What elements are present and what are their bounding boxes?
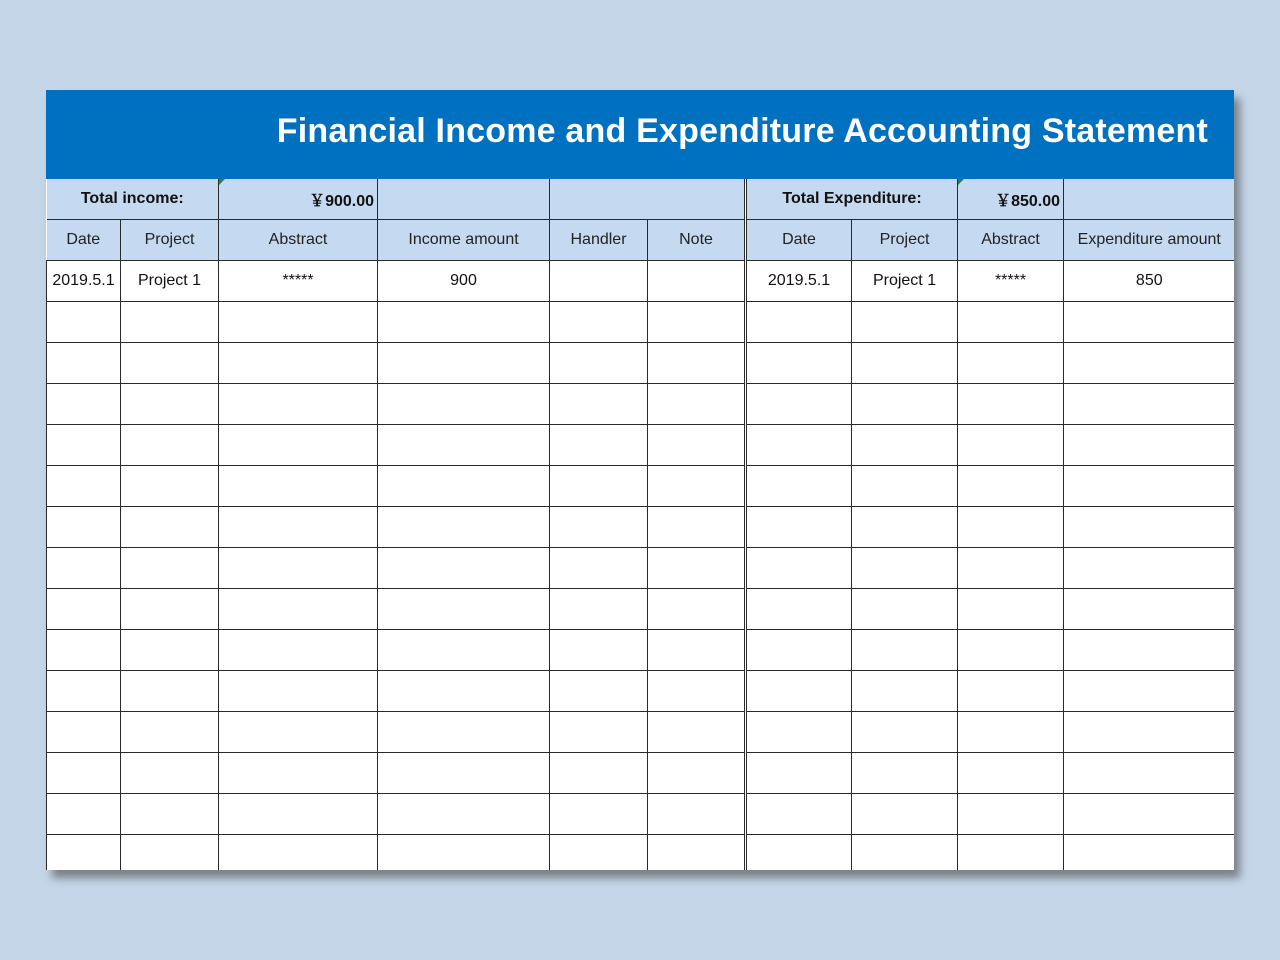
expenditure-amount-cell[interactable]	[1064, 343, 1234, 384]
expenditure-date-cell[interactable]	[746, 671, 852, 712]
expenditure-project-cell[interactable]	[852, 712, 958, 753]
income-date-cell[interactable]	[47, 794, 121, 835]
expenditure-date-cell[interactable]	[746, 302, 852, 343]
expenditure-abstract-cell[interactable]	[958, 712, 1064, 753]
income-amount-cell[interactable]	[378, 753, 550, 794]
income-project-cell[interactable]	[121, 507, 219, 548]
income-amount-cell[interactable]	[378, 794, 550, 835]
column-header-row	[47, 220, 1235, 261]
expenditure-amount-cell[interactable]	[1064, 712, 1234, 753]
income-handler-cell[interactable]	[550, 384, 648, 425]
expenditure-amount-cell[interactable]: 850	[1064, 261, 1234, 302]
expenditure-abstract-cell[interactable]	[958, 835, 1064, 871]
income-note-cell[interactable]	[648, 302, 746, 343]
income-handler-cell[interactable]	[550, 507, 648, 548]
income-amount-cell[interactable]	[378, 466, 550, 507]
expenditure-amount-cell[interactable]	[1064, 630, 1234, 671]
table-row	[47, 835, 1235, 871]
income-project-cell[interactable]	[121, 712, 219, 753]
expenditure-amount-cell[interactable]	[1064, 425, 1234, 466]
income-note-cell[interactable]	[648, 425, 746, 466]
expenditure-date-cell[interactable]	[746, 548, 852, 589]
income-project-cell[interactable]	[121, 630, 219, 671]
table-row	[47, 794, 1235, 835]
income-note-cell[interactable]	[648, 589, 746, 630]
expenditure-date-cell[interactable]	[746, 343, 852, 384]
expenditure-abstract-cell[interactable]: *****	[958, 261, 1064, 302]
income-header-amount[interactable]: Income amount	[378, 220, 550, 261]
income-handler-cell[interactable]	[550, 343, 648, 384]
total-income-label[interactable]: Total income:	[47, 179, 219, 220]
income-project-cell[interactable]	[121, 425, 219, 466]
summary-cell[interactable]	[1064, 179, 1234, 220]
income-header-project[interactable]: Project	[121, 220, 219, 261]
expenditure-header-abstract[interactable]: Abstract	[958, 220, 1064, 261]
table-row	[47, 507, 1235, 548]
summary-row	[47, 179, 1235, 220]
income-abstract-cell[interactable]	[219, 548, 378, 589]
expenditure-amount-cell[interactable]	[1064, 302, 1234, 343]
table-row	[47, 712, 1235, 753]
income-date-cell[interactable]	[47, 630, 121, 671]
income-handler-cell[interactable]	[550, 712, 648, 753]
expenditure-header-amount[interactable]: Expenditure amount	[1064, 220, 1234, 261]
income-date-cell[interactable]	[47, 712, 121, 753]
expenditure-project-cell[interactable]: Project 1	[852, 261, 958, 302]
expenditure-project-cell[interactable]	[852, 548, 958, 589]
expenditure-amount-cell[interactable]	[1064, 507, 1234, 548]
expenditure-project-cell[interactable]	[852, 343, 958, 384]
expenditure-project-cell[interactable]	[852, 589, 958, 630]
table-row	[47, 630, 1235, 671]
income-project-cell[interactable]	[121, 343, 219, 384]
income-abstract-cell[interactable]: *****	[219, 261, 378, 302]
income-handler-cell[interactable]	[550, 548, 648, 589]
income-date-cell[interactable]	[47, 835, 121, 871]
expenditure-project-cell[interactable]	[852, 507, 958, 548]
income-date-cell[interactable]	[47, 548, 121, 589]
income-project-cell[interactable]	[121, 466, 219, 507]
expenditure-project-cell[interactable]	[852, 425, 958, 466]
income-note-cell[interactable]	[648, 753, 746, 794]
expenditure-project-cell[interactable]	[852, 753, 958, 794]
expenditure-abstract-cell[interactable]	[958, 466, 1064, 507]
expenditure-project-cell[interactable]	[852, 794, 958, 835]
income-project-cell[interactable]	[121, 753, 219, 794]
income-date-cell[interactable]: 2019.5.1	[47, 261, 121, 302]
expenditure-amount-cell[interactable]	[1064, 548, 1234, 589]
income-abstract-cell[interactable]	[219, 794, 378, 835]
income-note-cell[interactable]	[648, 507, 746, 548]
expenditure-amount-cell[interactable]	[1064, 589, 1234, 630]
income-project-cell[interactable]	[121, 671, 219, 712]
expenditure-date-cell[interactable]	[746, 384, 852, 425]
income-note-cell[interactable]	[648, 384, 746, 425]
income-abstract-cell[interactable]	[219, 343, 378, 384]
income-amount-cell[interactable]	[378, 835, 550, 871]
income-header-date[interactable]: Date	[47, 220, 121, 261]
expenditure-amount-cell[interactable]	[1064, 835, 1234, 871]
income-date-cell[interactable]	[47, 671, 121, 712]
expenditure-amount-cell[interactable]	[1064, 384, 1234, 425]
income-handler-cell[interactable]	[550, 630, 648, 671]
income-handler-cell[interactable]	[550, 671, 648, 712]
income-amount-cell[interactable]	[378, 630, 550, 671]
expenditure-project-cell[interactable]	[852, 384, 958, 425]
income-handler-cell[interactable]	[550, 425, 648, 466]
expenditure-date-cell[interactable]	[746, 630, 852, 671]
expenditure-date-cell[interactable]	[746, 507, 852, 548]
expenditure-date-cell[interactable]	[746, 589, 852, 630]
income-amount-cell[interactable]: 900	[378, 261, 550, 302]
income-handler-cell[interactable]	[550, 261, 648, 302]
income-amount-cell[interactable]	[378, 302, 550, 343]
income-amount-cell[interactable]	[378, 671, 550, 712]
expenditure-project-cell[interactable]	[852, 466, 958, 507]
income-project-cell[interactable]	[121, 589, 219, 630]
income-amount-cell[interactable]	[378, 384, 550, 425]
expenditure-abstract-cell[interactable]	[958, 507, 1064, 548]
income-note-cell[interactable]	[648, 261, 746, 302]
income-date-cell[interactable]	[47, 302, 121, 343]
table-row	[47, 302, 1235, 343]
income-project-cell[interactable]	[121, 302, 219, 343]
income-amount-cell[interactable]	[378, 548, 550, 589]
summary-cell[interactable]	[378, 179, 550, 220]
total-income-value[interactable]: ￥900.00	[219, 179, 378, 220]
expenditure-abstract-cell[interactable]	[958, 425, 1064, 466]
income-amount-cell[interactable]	[378, 589, 550, 630]
income-project-cell[interactable]	[121, 794, 219, 835]
income-amount-cell[interactable]	[378, 507, 550, 548]
income-amount-cell[interactable]	[378, 343, 550, 384]
title-banner	[46, 90, 1234, 179]
table-row	[47, 548, 1235, 589]
income-date-cell[interactable]	[47, 425, 121, 466]
total-expenditure-label[interactable]: Total Expenditure:	[746, 179, 958, 220]
income-date-cell[interactable]	[47, 589, 121, 630]
expenditure-abstract-cell[interactable]	[958, 589, 1064, 630]
income-abstract-cell[interactable]	[219, 630, 378, 671]
table-row	[47, 425, 1235, 466]
income-note-cell[interactable]	[648, 630, 746, 671]
income-handler-cell[interactable]	[550, 794, 648, 835]
table-row	[47, 589, 1235, 630]
income-handler-cell[interactable]	[550, 466, 648, 507]
income-project-cell[interactable]	[121, 548, 219, 589]
expenditure-project-cell[interactable]	[852, 630, 958, 671]
expenditure-abstract-cell[interactable]	[958, 384, 1064, 425]
expenditure-abstract-cell[interactable]	[958, 794, 1064, 835]
income-handler-cell[interactable]	[550, 753, 648, 794]
income-abstract-cell[interactable]	[219, 589, 378, 630]
income-note-cell[interactable]	[648, 794, 746, 835]
income-abstract-cell[interactable]	[219, 835, 378, 871]
income-abstract-cell[interactable]	[219, 671, 378, 712]
income-abstract-cell[interactable]	[219, 753, 378, 794]
ledger-table	[46, 179, 1234, 870]
table-row	[47, 384, 1235, 425]
income-date-cell[interactable]	[47, 384, 121, 425]
expenditure-project-cell[interactable]	[852, 835, 958, 871]
table-row	[47, 671, 1235, 712]
income-abstract-cell[interactable]	[219, 302, 378, 343]
income-date-cell[interactable]	[47, 343, 121, 384]
table-row	[47, 343, 1235, 384]
expenditure-abstract-cell[interactable]	[958, 630, 1064, 671]
summary-cell[interactable]	[550, 179, 746, 220]
expenditure-amount-cell[interactable]	[1064, 794, 1234, 835]
expenditure-date-cell[interactable]	[746, 794, 852, 835]
income-note-cell[interactable]	[648, 343, 746, 384]
expenditure-amount-cell[interactable]	[1064, 466, 1234, 507]
expenditure-abstract-cell[interactable]	[958, 548, 1064, 589]
sheet-title: Financial Income and Expenditure Accounting Statement	[276, 112, 1208, 150]
income-note-cell[interactable]	[648, 548, 746, 589]
expenditure-date-cell[interactable]	[746, 835, 852, 871]
income-header-note[interactable]: Note	[648, 220, 746, 261]
total-expenditure-value[interactable]: ￥850.00	[958, 179, 1064, 220]
expenditure-project-cell[interactable]	[852, 302, 958, 343]
income-header-handler[interactable]: Handler	[550, 220, 648, 261]
income-note-cell[interactable]	[648, 466, 746, 507]
expenditure-date-cell[interactable]	[746, 466, 852, 507]
income-note-cell[interactable]	[648, 712, 746, 753]
income-project-cell[interactable]: Project 1	[121, 261, 219, 302]
income-amount-cell[interactable]	[378, 425, 550, 466]
income-date-cell[interactable]	[47, 753, 121, 794]
table-row	[47, 753, 1235, 794]
expenditure-abstract-cell[interactable]	[958, 343, 1064, 384]
expenditure-header-project[interactable]: Project	[852, 220, 958, 261]
income-handler-cell[interactable]	[550, 589, 648, 630]
table-row	[47, 466, 1235, 507]
expenditure-date-cell[interactable]	[746, 753, 852, 794]
expenditure-date-cell[interactable]	[746, 425, 852, 466]
income-abstract-cell[interactable]	[219, 466, 378, 507]
income-handler-cell[interactable]	[550, 302, 648, 343]
income-project-cell[interactable]	[121, 835, 219, 871]
income-amount-cell[interactable]	[378, 712, 550, 753]
income-date-cell[interactable]	[47, 507, 121, 548]
income-abstract-cell[interactable]	[219, 384, 378, 425]
expenditure-amount-cell[interactable]	[1064, 753, 1234, 794]
expenditure-header-date[interactable]: Date	[746, 220, 852, 261]
income-header-abstract[interactable]: Abstract	[219, 220, 378, 261]
expenditure-abstract-cell[interactable]	[958, 671, 1064, 712]
income-project-cell[interactable]	[121, 384, 219, 425]
income-date-cell[interactable]	[47, 466, 121, 507]
expenditure-date-cell[interactable]: 2019.5.1	[746, 261, 852, 302]
expenditure-abstract-cell[interactable]	[958, 753, 1064, 794]
income-handler-cell[interactable]	[550, 835, 648, 871]
income-abstract-cell[interactable]	[219, 712, 378, 753]
income-note-cell[interactable]	[648, 671, 746, 712]
table-row	[47, 261, 1235, 302]
expenditure-date-cell[interactable]	[746, 712, 852, 753]
income-abstract-cell[interactable]	[219, 425, 378, 466]
income-note-cell[interactable]	[648, 835, 746, 871]
spreadsheet	[46, 90, 1234, 870]
expenditure-project-cell[interactable]	[852, 671, 958, 712]
expenditure-amount-cell[interactable]	[1064, 671, 1234, 712]
expenditure-abstract-cell[interactable]	[958, 302, 1064, 343]
income-abstract-cell[interactable]	[219, 507, 378, 548]
